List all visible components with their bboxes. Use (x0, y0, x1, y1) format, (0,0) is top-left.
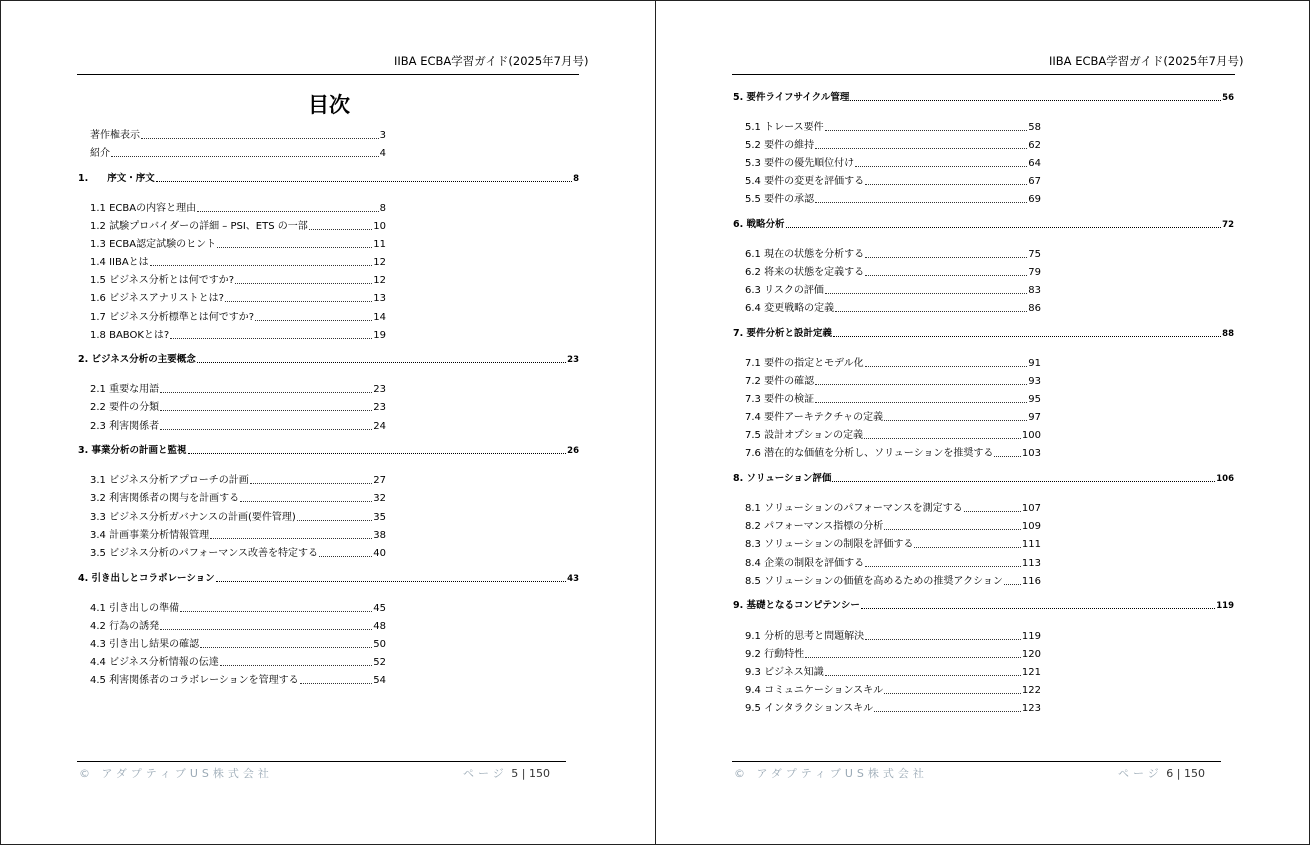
footer-page-number: ページ 5 | 150 (463, 767, 550, 780)
toc-entry[interactable]: 3.4 計画事業分析情報管理 38 (90, 530, 386, 541)
toc-entry[interactable]: 9.4 コミュニケーションスキル 122 (745, 685, 1041, 696)
footer-copyright: © アダプティブUS株式会社 (79, 767, 273, 780)
toc-entry[interactable]: 3.5 ビジネス分析のパフォーマンス改善を特定する 40 (90, 548, 386, 559)
toc-chapter-entry[interactable]: 3. 事業分析の計画と監視 26 (78, 445, 579, 456)
toc-entry[interactable]: 8.5 ソリューションの価値を高めるための推奨アクション 116 (745, 576, 1041, 587)
toc-entry[interactable]: 7.5 設計オプションの定義 100 (745, 430, 1041, 441)
toc-entry[interactable]: 4.4 ビジネス分析情報の伝達 52 (90, 657, 386, 668)
toc-entry[interactable]: 8.3 ソリューションの制限を評価する 111 (745, 539, 1041, 550)
toc-chapter-entry[interactable]: 5. 要件ライフサイクル管理 56 (733, 92, 1234, 103)
toc-entry[interactable]: 3.3 ビジネス分析ガバナンスの計画(要件管理) 35 (90, 512, 386, 523)
footer-page-number: ページ 6 | 150 (1118, 767, 1205, 780)
toc-entry[interactable]: 1.3 ECBA認定試験のヒント 11 (90, 239, 386, 250)
toc-chapter-entry[interactable]: 8. ソリューション評価 106 (733, 473, 1234, 484)
toc-entry[interactable]: 2.3 利害関係者 24 (90, 421, 386, 432)
footer-rule (732, 761, 1221, 762)
toc-chapter-entry[interactable]: 9. 基礎となるコンピテンシー 119 (733, 600, 1234, 611)
toc-entry[interactable]: 5.1 トレース要件 58 (745, 122, 1041, 133)
toc-entry[interactable]: 1.1 ECBAの内容と理由 8 (90, 203, 386, 214)
toc-chapter-entry[interactable]: 6. 戦略分析 72 (733, 219, 1234, 230)
toc-entry[interactable]: 5.4 要件の変更を評価する 67 (745, 176, 1041, 187)
toc-entry[interactable]: 6.4 変更戦略の定義 86 (745, 303, 1041, 314)
toc-entry[interactable]: 1.4 IIBAとは 12 (90, 257, 386, 268)
toc-entry[interactable]: 6.3 リスクの評価 83 (745, 285, 1041, 296)
toc-entry[interactable]: 9.3 ビジネス知識 121 (745, 667, 1041, 678)
toc-entry[interactable]: 1.6 ビジネスアナリストとは? 13 (90, 293, 386, 304)
footer-copyright: © アダプティブUS株式会社 (734, 767, 928, 780)
toc-entry[interactable]: 5.2 要件の維持 62 (745, 140, 1041, 151)
toc-entry[interactable]: 1.5 ビジネス分析とは何ですか? 12 (90, 275, 386, 286)
toc-entry[interactable]: 4.3 引き出し結果の確認 50 (90, 639, 386, 650)
toc-entry[interactable]: 5.3 要件の優先順位付け 64 (745, 158, 1041, 169)
toc-entry[interactable]: 2.1 重要な用語 23 (90, 384, 386, 395)
page-left (0, 0, 656, 845)
toc-entry[interactable]: 1.8 BABOKとは? 19 (90, 330, 386, 341)
toc-entry[interactable]: 6.2 将来の状態を定義する 79 (745, 267, 1041, 278)
toc-entry[interactable]: 3.2 利害関係者の関与を計画する 32 (90, 493, 386, 504)
toc-entry[interactable]: 6.1 現在の状態を分析する 75 (745, 249, 1041, 260)
header-rule (732, 74, 1235, 75)
toc-entry[interactable]: 1.7 ビジネス分析標準とは何ですか? 14 (90, 312, 386, 323)
toc-entry[interactable]: 著作権表示 3 (90, 130, 386, 141)
toc-chapter-entry[interactable]: 4. 引き出しとコラボレーション 43 (78, 573, 579, 584)
toc-entry[interactable]: 7.3 要件の検証 95 (745, 394, 1041, 405)
toc-entry[interactable]: 3.1 ビジネス分析アプローチの計画 27 (90, 475, 386, 486)
toc-chapter-entry[interactable]: 7. 要件分析と設計定義 88 (733, 328, 1234, 339)
toc-title: 目次 (308, 93, 350, 117)
toc-entry[interactable]: 7.4 要件アーキテクチャの定義 97 (745, 412, 1041, 423)
page-right (655, 0, 1310, 845)
toc-entry[interactable]: 2.2 要件の分類 23 (90, 402, 386, 413)
toc-entry[interactable]: 8.2 パフォーマンス指標の分析 109 (745, 521, 1041, 532)
running-header: IIBA ECBA学習ガイド(2025年7月号) (394, 54, 589, 68)
toc-entry[interactable]: 紹介 4 (90, 148, 386, 159)
toc-entry[interactable]: 9.5 インタラクションスキル 123 (745, 703, 1041, 714)
toc-entry[interactable]: 9.1 分析的思考と問題解決 119 (745, 631, 1041, 642)
toc-entry[interactable]: 7.6 潜在的な価値を分析し、ソリューションを推奨する 103 (745, 448, 1041, 459)
toc-chapter-entry[interactable]: 1. 序文・序文 8 (78, 173, 579, 184)
toc-entry[interactable]: 1.2 試験プロバイダーの詳細 – PSI、ETS の一部 10 (90, 221, 386, 232)
toc-entry[interactable]: 4.5 利害関係者のコラボレーションを管理する 54 (90, 675, 386, 686)
running-header: IIBA ECBA学習ガイド(2025年7月号) (1049, 54, 1244, 68)
toc-entry[interactable]: 4.1 引き出しの準備 45 (90, 603, 386, 614)
footer-rule (77, 761, 566, 762)
toc-chapter-entry[interactable]: 2. ビジネス分析の主要概念 23 (78, 354, 579, 365)
toc-entry[interactable]: 7.1 要件の指定とモデル化 91 (745, 358, 1041, 369)
toc-entry[interactable]: 7.2 要件の確認 93 (745, 376, 1041, 387)
toc-entry[interactable]: 8.4 企業の制限を評価する 113 (745, 558, 1041, 569)
toc-entry[interactable]: 8.1 ソリューションのパフォーマンスを測定する 107 (745, 503, 1041, 514)
toc-entry[interactable]: 4.2 行為の誘発 48 (90, 621, 386, 632)
toc-entry[interactable]: 5.5 要件の承認 69 (745, 194, 1041, 205)
toc-entry[interactable]: 9.2 行動特性 120 (745, 649, 1041, 660)
header-rule (77, 74, 579, 75)
